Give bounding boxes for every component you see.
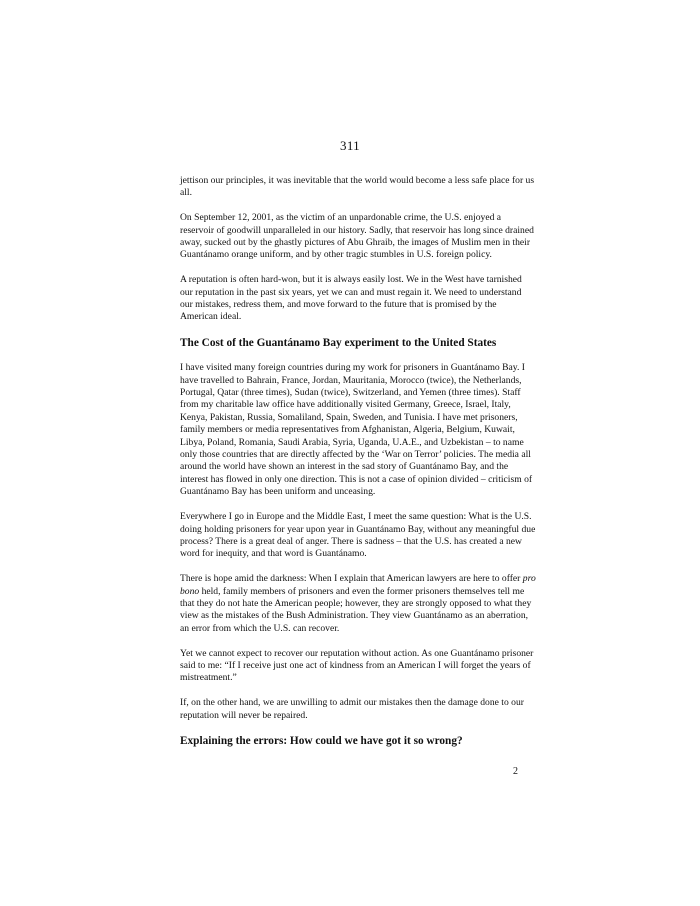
paragraph-foreign-countries: I have visited many foreign countries during my work for prisoners in Guantánamo Bay. I have travelled to Bahrain, France, Jordan, Mauritania, Morocco (twice), the Netherlands, Portugal, Qatar (three times), Sudan (twice), Switzerland, and Yemen (three times). Staff from my charitable law office have additionally visited Germany, Greece, Israel, Italy, Kenya, Pakistan, Russia, Somaliland, Spain, Sweden, and Tunisia. I have met prisoners, family members or media representatives from Afghanistan, Algeria, Belgium, Kuwait, Libya, Poland, Romania, Saudi Arabia, Syria, Uganda, U.A.E., and Uzbekistan – to name only those countries that are directly affected by the ‘War on Terror’ policies. The media all around the world have shown an interest in the sad story of Guantánamo Bay, and the interest has flowed in only one direction. This is not a case of opinion divided – criticism of Guantánamo Bay has been uniform and unceasing. xyxy=(180,362,533,498)
paragraph-recover-reputation: Yet we cannot expect to recover our reputation without action. As one Guantánamo prisoner said to me: “If I receive just one act of kindness from an American I will forget the years of mistreatment.” xyxy=(180,647,534,684)
document-body xyxy=(180,175,536,760)
paragraph-other-hand: If, on the other hand, we are unwilling to admit our mistakes then the damage done to our reputation will never be repaired. xyxy=(180,697,524,721)
hope-text-part2: held, family members of prisoners and even the former prisoners themselves tell me that they do not hate the American people; however, they are strongly opposed to what they view as the mistakes of the Bush Administration. They view Guantánamo as an aberration, an error from which the U.S. can recover. xyxy=(180,585,532,634)
hope-text-part1: There is hope amid the darkness: When I explain that American lawyers are here to offer xyxy=(180,573,523,585)
paragraph-continuation: jettison our principles, it was inevitable that the world would become a less safe place for us all. xyxy=(180,175,535,199)
paragraph-reputation: A reputation is often hard-won, but it is always easily lost. We in the West have tarnished our reputation in the past six years, yet we can and must regain it. We need to understand our mistakes, redress them, and move forward to the future that is promised by the American ideal. xyxy=(180,274,522,323)
paragraph-september-12: On September 12, 2001, as the victim of an unpardonable crime, the U.S. enjoyed a reservoir of goodwill unparalleled in our history. Sadly, that reservoir has long since drained away, sucked out by the ghastly pictures of Abu Ghraib, the images of Muslim men in their Guantánamo orange uniform, and by other tragic stumbles in U.S. foreign policy. xyxy=(180,212,534,261)
pro-bono-emphasis: pro bono xyxy=(180,573,536,597)
page-number-bottom: 2 xyxy=(513,766,518,777)
page-number-top: 311 xyxy=(340,138,360,153)
section-heading-cost: The Cost of the Guantánamo Bay experiment to the United States xyxy=(180,337,497,350)
paragraph-hope xyxy=(180,573,536,635)
paragraph-same-question: Everywhere I go in Europe and the Middle East, I meet the same question: What is the U.S. doing holding prisoners for year upon year in Guantánamo Bay, without any meaningful due process? There is a great deal of anger. There is sadness – that the U.S. has created a new word for inequity, and that word is Guantánamo. xyxy=(180,511,536,560)
section-heading-explaining-errors: Explaining the errors: How could we have got it so wrong? xyxy=(180,735,463,748)
